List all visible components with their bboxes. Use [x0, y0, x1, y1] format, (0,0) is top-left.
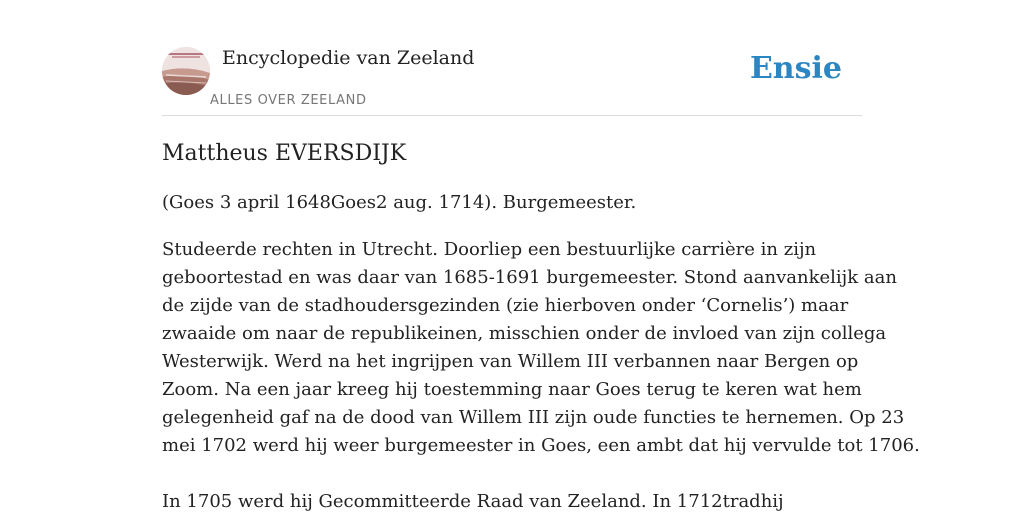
site-tagline: ALLES OVER ZEELAND	[210, 93, 367, 108]
article-body	[162, 236, 920, 512]
site-title[interactable]: Encyclopedie van Zeeland	[222, 47, 475, 69]
body-line: In 1705 werd hij Gecommitteerde Raad van Zeeland. In 1712tradhij	[162, 491, 784, 512]
site-header	[162, 40, 862, 116]
body-line: Westerwijk. Werd na het ingrijpen van Willem III verbannen naar Bergen op	[162, 351, 859, 372]
book-image-icon	[162, 47, 210, 95]
body-line: Zoom. Na een jaar kreeg hij toestemming naar Goes terug te keren wat hem	[162, 379, 862, 400]
body-line: geboortestad en was daar van 1685-1691 burgemeester. Stond aanvankelijk aan	[162, 267, 897, 288]
body-line: mei 1702 werd hij weer burgemeester in Goes, een ambt dat hij vervulde tot 1706.	[162, 435, 920, 456]
article-title: Mattheus EVERSDIJK	[162, 141, 407, 166]
brand-logo[interactable]: Ensie	[749, 51, 842, 86]
article	[162, 138, 920, 512]
article-lead: (Goes 3 april 1648Goes2 aug. 1714). Burgemeester.	[162, 192, 637, 213]
body-line: gelegenheid gaf na de dood van Willem III zijn oude functies te hernemen. Op 23	[162, 407, 905, 428]
body-line: Studeerde rechten in Utrecht. Doorliep een bestuurlijke carrière in zijn	[162, 239, 817, 260]
site-avatar[interactable]	[162, 47, 210, 95]
body-line: de zijde van de stadhoudersgezinden (zie hierboven onder ‘Cornelis’) maar	[162, 295, 849, 316]
body-line: zwaaide om naar de republikeinen, misschien onder de invloed van zijn collega	[162, 323, 887, 344]
paragraph-gap	[162, 460, 864, 488]
